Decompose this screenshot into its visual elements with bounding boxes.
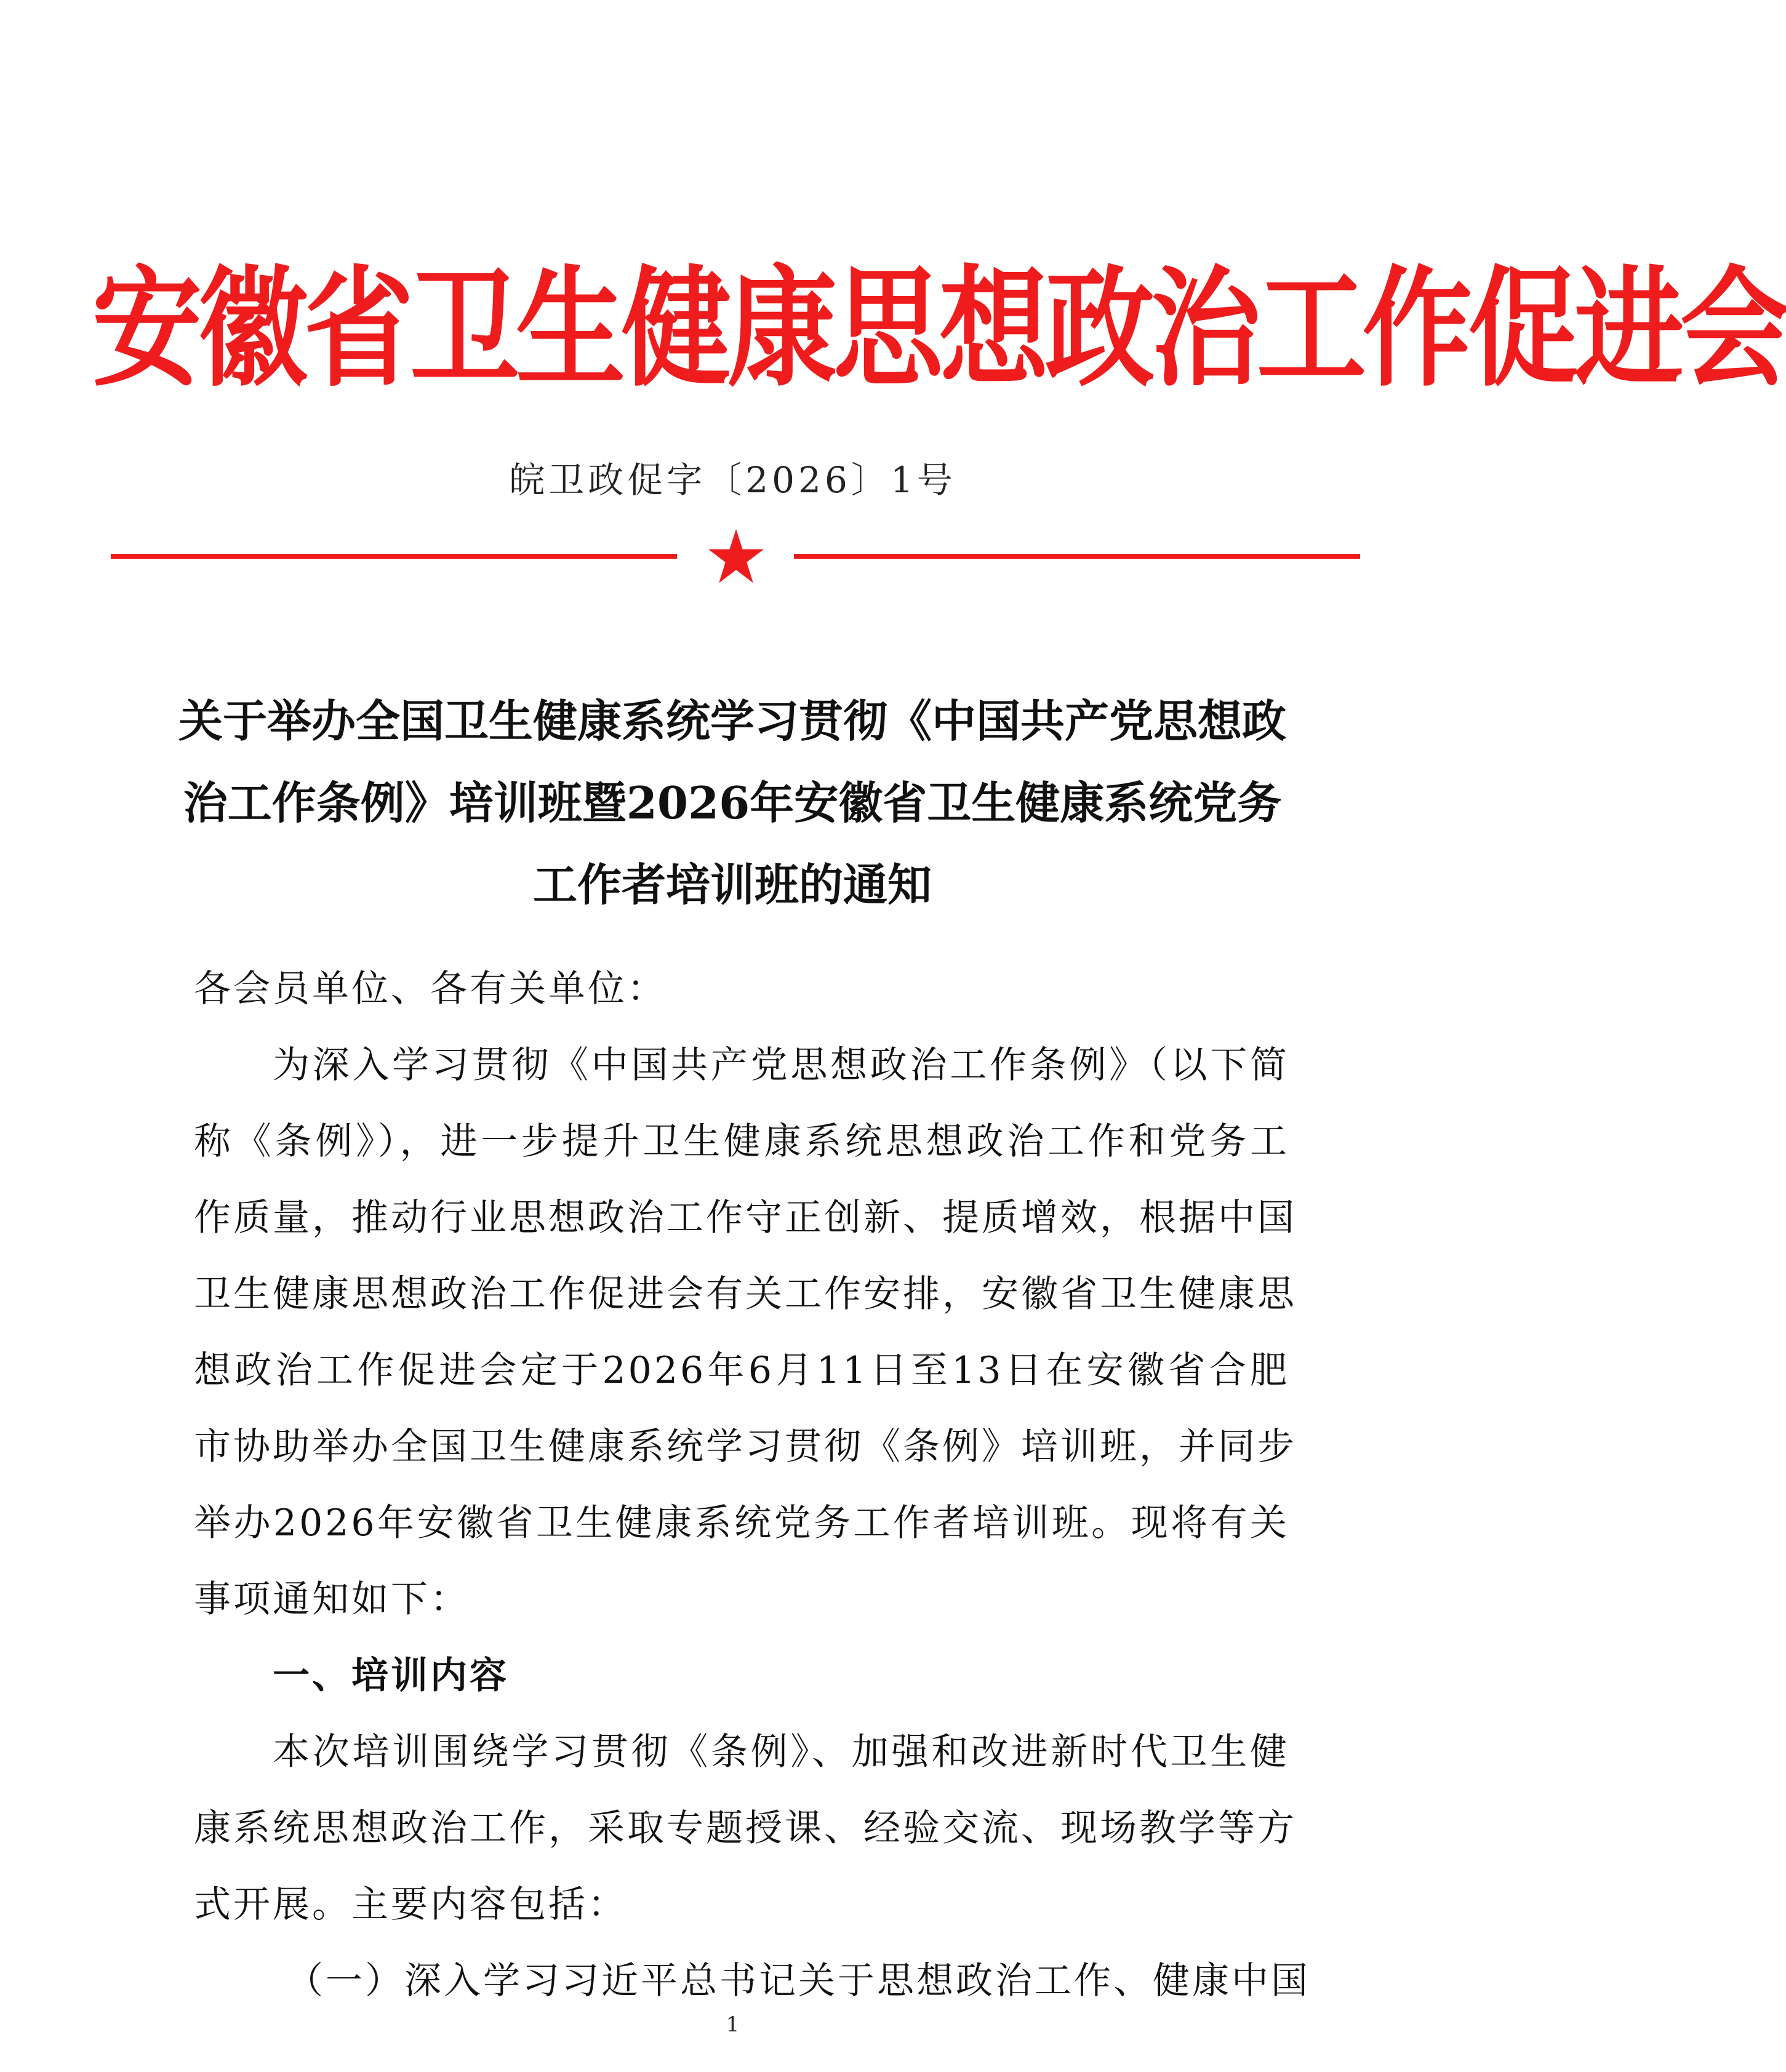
document-number: 皖卫政促字〔2026〕1号 [509,459,956,501]
paragraph-line: 式开展。主要内容包括： [194,1883,627,1926]
list-item: （一）深入学习习近平总书记关于思想政治工作、健康中国 [286,1959,1310,2002]
paragraph-line: 为深入学习贯彻《中国共产党思想政治工作条例》（以下简 [273,1044,1289,1087]
notice-title [172,680,1292,926]
red-divider-right [794,554,1360,559]
paragraph-line: 卫生健康思想政治工作促进会有关工作安排，安徽省卫生健康思 [194,1273,1297,1316]
red-divider-left [111,554,677,559]
paragraph-line: 称《条例》），进一步提升卫生健康系统思想政治工作和党务工 [194,1120,1289,1163]
notice-title-line: 关于举办全国卫生健康系统学习贯彻《中国共产党思想政 [178,695,1286,747]
paragraph-line: 作质量，推动行业思想政治工作守正创新、提质增效，根据中国 [194,1196,1297,1239]
paragraph-line: 康系统思想政治工作，采取专题授课、经验交流、现场教学等方 [194,1807,1297,1850]
paragraph-line: 市协助举办全国卫生健康系统学习贯彻《条例》培训班，并同步 [194,1425,1297,1468]
page-number: 1 [726,2012,740,2037]
paragraph-line: 本次培训围绕学习贯彻《条例》、加强和改进新时代卫生健 [273,1730,1289,1774]
salutation: 各会员单位、各有关单位： [194,967,667,1010]
notice-title-line: 治工作条例》培训班暨2026年安徽省卫生健康系统党务 [183,777,1282,829]
paragraph-line: 想政治工作促进会定于2026年6月11日至13日在安徽省合肥 [194,1349,1289,1392]
notice-body [194,951,1310,2019]
organization-letterhead: 安徽省卫生健康思想政治工作促进会 [92,254,1786,404]
notice-title-line: 工作者培训班的通知 [532,858,932,911]
paragraph-line: 举办2026年安徽省卫生健康系统党务工作者培训班。现将有关 [194,1502,1289,1545]
section-heading: 一、培训内容 [273,1654,509,1697]
paragraph-line: 事项通知如下： [194,1578,470,1621]
red-star-icon [707,527,766,586]
